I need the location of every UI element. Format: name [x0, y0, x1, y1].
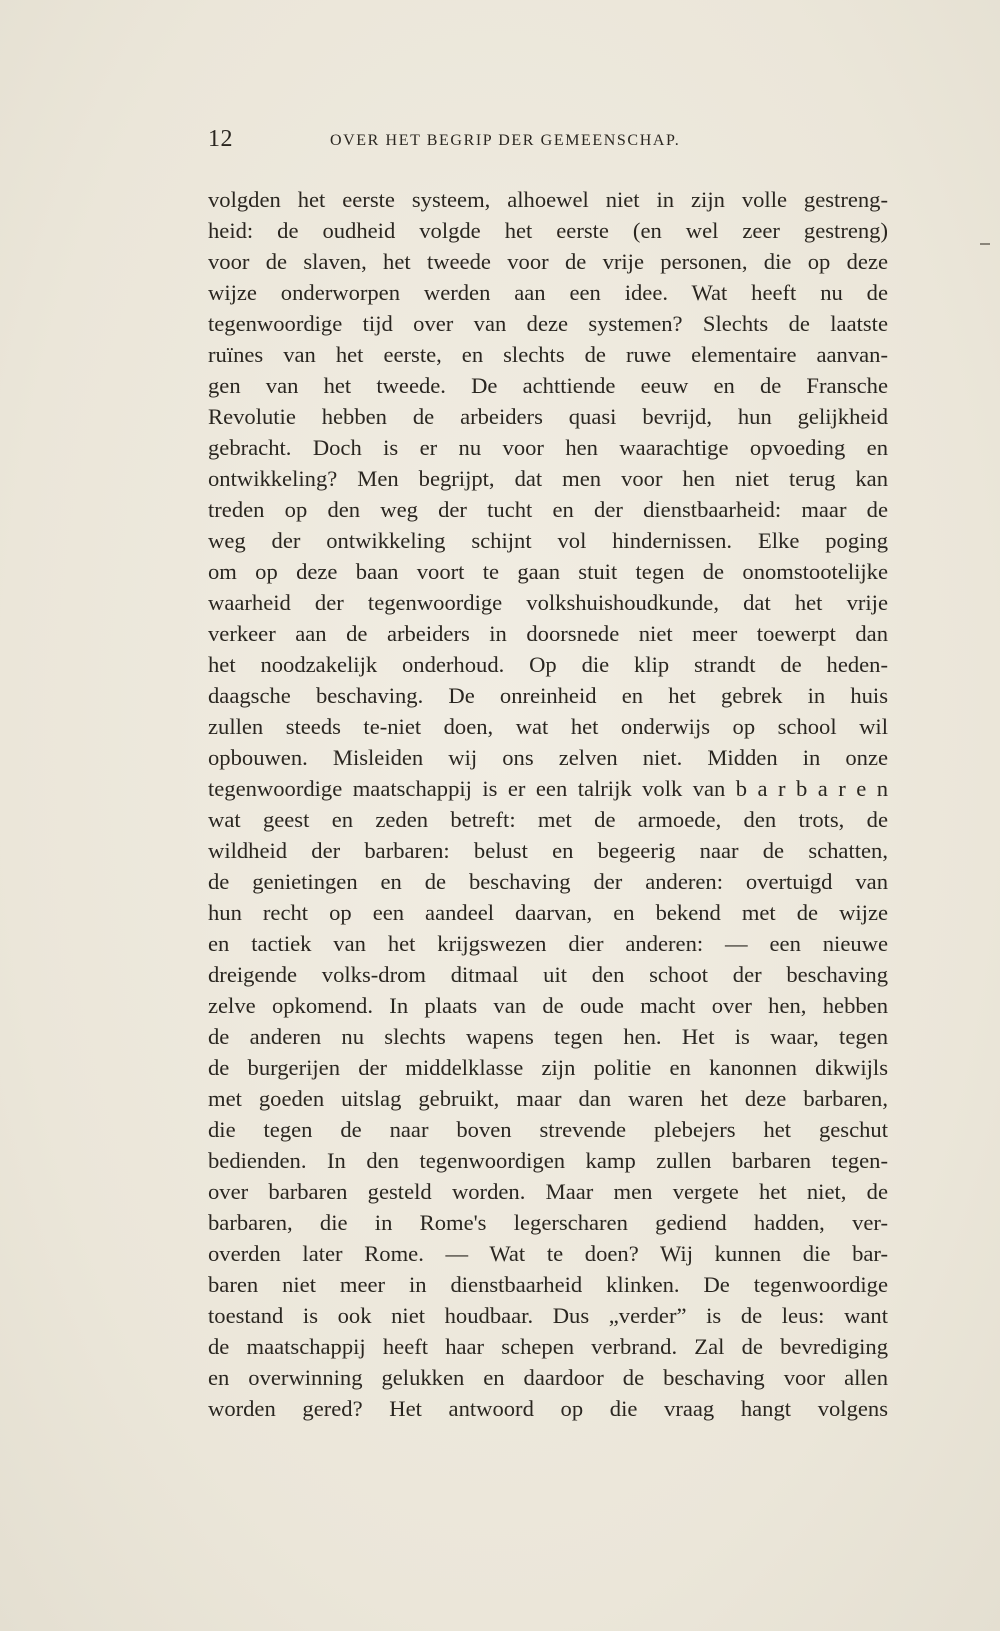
text-line: om op deze baan voort te gaan stuit tegen de onomstootelijke [208, 559, 888, 584]
text-line: barbaren, die in Rome's legerscharen gediend hadden, ver- [208, 1210, 888, 1235]
text-line: Revolutie hebben de arbeiders quasi bevrijd, hun gelijkheid [208, 404, 888, 429]
text-line: gebracht. Doch is er nu voor hen waarachtige opvoeding en [208, 435, 888, 460]
text-line: waarheid der tegenwoordige volkshuishoudkunde, dat het vrije [208, 590, 888, 615]
text-line: de maatschappij heeft haar schepen verbrand. Zal de bevrediging [208, 1334, 888, 1359]
text-line: bedienden. In den tegenwoordigen kamp zullen barbaren tegen- [208, 1148, 888, 1173]
text-line: overden later Rome. — Wat te doen? Wij kunnen die bar- [208, 1241, 888, 1266]
text-line: hun recht op een aandeel daarvan, en bekend met de wijze [208, 900, 888, 925]
text-line: volgden het eerste systeem, alhoewel niet in zijn volle gestreng- [208, 187, 888, 212]
text-line: en overwinning gelukken en daardoor de beschaving voor allen [208, 1365, 888, 1390]
text-line: wijze onderworpen werden aan een idee. Wat heeft nu de [208, 280, 888, 305]
text-line: opbouwen. Misleiden wij ons zelven niet. Midden in onze [208, 745, 888, 770]
text-line: met goeden uitslag gebruikt, maar dan waren het deze barbaren, [208, 1086, 888, 1111]
text-line: over barbaren gesteld worden. Maar men vergete het niet, de [208, 1179, 888, 1204]
text-line: baren niet meer in dienstbaarheid klinken. De tegenwoordige [208, 1272, 888, 1297]
text-line: toestand is ook niet houdbaar. Dus „verder” is de leus: want [208, 1303, 888, 1328]
margin-mark [980, 243, 990, 245]
page-number: 12 [208, 126, 233, 152]
text-line: wat geest en zeden betreft: met de armoede, den trots, de [208, 807, 888, 832]
text-line: en tactiek van het krijgswezen dier anderen: — een nieuwe [208, 931, 888, 956]
text-line: de burgerijen der middelklasse zijn politie en kanonnen dikwijls [208, 1055, 888, 1080]
text-line: tegenwoordige maatschappij is er een talrijk volk van b a r b a r e n [208, 776, 888, 801]
text-line: wildheid der barbaren: belust en begeerig naar de schatten, [208, 838, 888, 863]
text-line: gen van het tweede. De achttiende eeuw en de Fransche [208, 373, 888, 398]
text-line: verkeer aan de arbeiders in doorsnede niet meer toewerpt dan [208, 621, 888, 646]
text-line: ruïnes van het eerste, en slechts de ruwe elementaire aanvan- [208, 342, 888, 367]
text-line: daagsche beschaving. De onreinheid en het gebrek in huis [208, 683, 888, 708]
text-line: die tegen de naar boven strevende plebejers het geschut [208, 1117, 888, 1142]
text-line: zelve opkomend. In plaats van de oude macht over hen, hebben [208, 993, 888, 1018]
body-text [208, 184, 888, 1424]
text-line: treden op den weg der tucht en der dienstbaarheid: maar de [208, 497, 888, 522]
running-title: OVER HET BEGRIP DER GEMEENSCHAP. [330, 132, 681, 149]
text-line: weg der ontwikkeling schijnt vol hindernissen. Elke poging [208, 528, 888, 553]
text-line: tegenwoordige tijd over van deze systemen? Slechts de laatste [208, 311, 888, 336]
text-line: de anderen nu slechts wapens tegen hen. Het is waar, tegen [208, 1024, 888, 1049]
page-header [208, 126, 888, 156]
text-line: dreigende volks-drom ditmaal uit den schoot der beschaving [208, 962, 888, 987]
text-line: worden gered? Het antwoord op die vraag hangt volgens [208, 1396, 888, 1421]
text-line: voor de slaven, het tweede voor de vrije personen, die op deze [208, 249, 888, 274]
text-line: heid: de oudheid volgde het eerste (en wel zeer gestreng) [208, 218, 888, 243]
text-line: ontwikkeling? Men begrijpt, dat men voor hen niet terug kan [208, 466, 888, 491]
text-line: de genietingen en de beschaving der anderen: overtuigd van [208, 869, 888, 894]
text-line: het noodzakelijk onderhoud. Op die klip strandt de heden- [208, 652, 888, 677]
text-line: zullen steeds te-niet doen, wat het onderwijs op school wil [208, 714, 888, 739]
